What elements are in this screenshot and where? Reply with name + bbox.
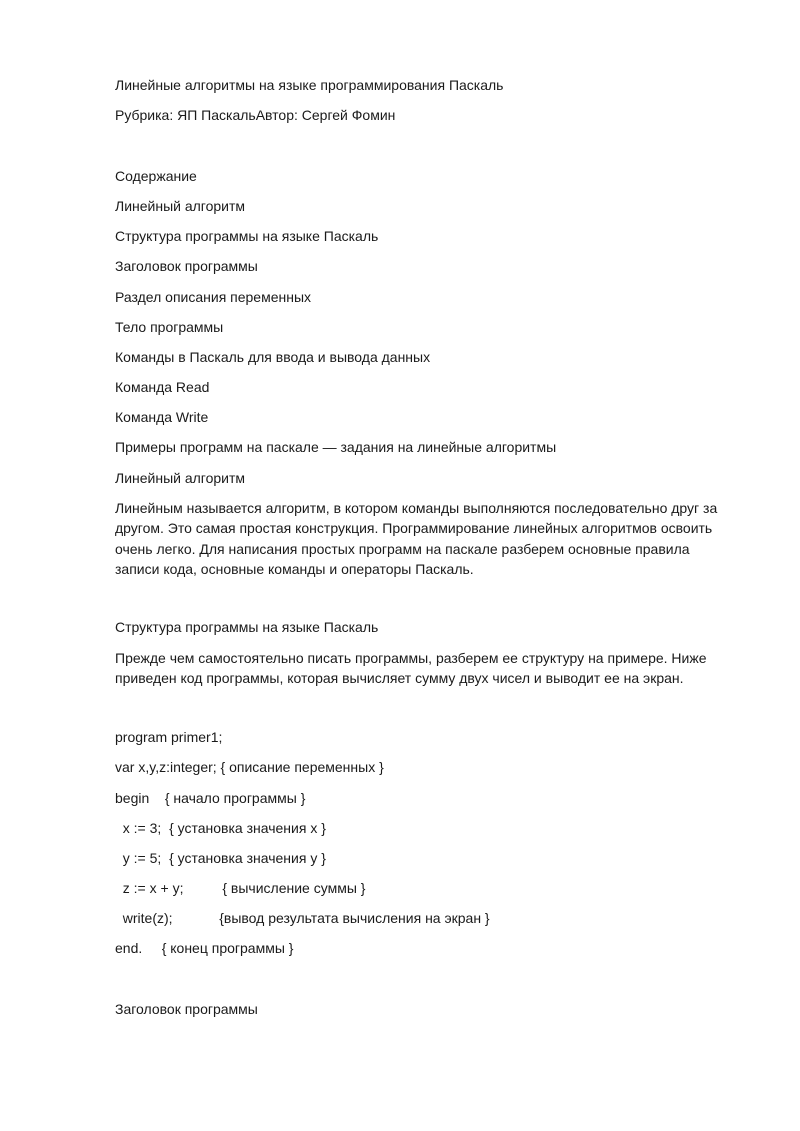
- toc-item-program-structure: Структура программы на языке Паскаль: [115, 228, 379, 244]
- code-line: z := x + y; { вычисление суммы }: [115, 880, 366, 896]
- toc-item-io-commands: Команды в Паскаль для ввода и вывода данных: [115, 349, 431, 365]
- code-line: var x,y,z:integer; { описание переменных }: [115, 759, 384, 775]
- toc-heading: Содержание: [115, 168, 197, 184]
- toc-item-linear-algorithm: Линейный алгоритм: [115, 198, 246, 214]
- toc-item-program-body: Тело программы: [115, 319, 224, 335]
- section-heading-program-header: Заголовок программы: [115, 1001, 258, 1017]
- toc-item-program-header: Заголовок программы: [115, 258, 258, 274]
- toc-item-examples: Примеры программ на паскале — задания на линейные алгоритмы: [115, 439, 557, 455]
- code-line: program primer1;: [115, 729, 223, 745]
- code-line: x := 3; { установка значения x }: [115, 820, 326, 836]
- section-heading-program-structure: Структура программы на языке Паскаль: [115, 619, 379, 635]
- section-text-program-structure: Прежде чем самостоятельно писать программы, разберем ее структуру на примере. Ниже приведен код программы, которая вычисляет сумму двух чисел и выводит ее на экран.: [115, 650, 707, 687]
- toc-item-write-command: Команда Write: [115, 409, 209, 425]
- code-line: begin { начало программы }: [115, 790, 306, 806]
- toc-item-read-command: Команда Read: [115, 379, 210, 395]
- code-line: end. { конец программы }: [115, 940, 294, 956]
- toc-item-variable-section: Раздел описания переменных: [115, 289, 312, 305]
- code-line: write(z); {вывод результата вычисления на экран }: [115, 910, 490, 926]
- section-text-linear-algorithm: Линейным называется алгоритм, в котором команды выполняются последовательно друг за другом. Это самая простая конструкция. Программирование линейных алгоритмов освоить очень легко. Для написания простых программ на паскале разберем основные правила записи кода, основные команды и операторы Паскаль.: [115, 500, 718, 577]
- code-line: y := 5; { установка значения y }: [115, 850, 326, 866]
- section-heading-linear-algorithm: Линейный алгоритм: [115, 470, 246, 486]
- article-meta: Рубрика: ЯП ПаскальАвтор: Сергей Фомин: [115, 107, 396, 123]
- document-title: Линейные алгоритмы на языке программирования Паскаль: [115, 77, 504, 93]
